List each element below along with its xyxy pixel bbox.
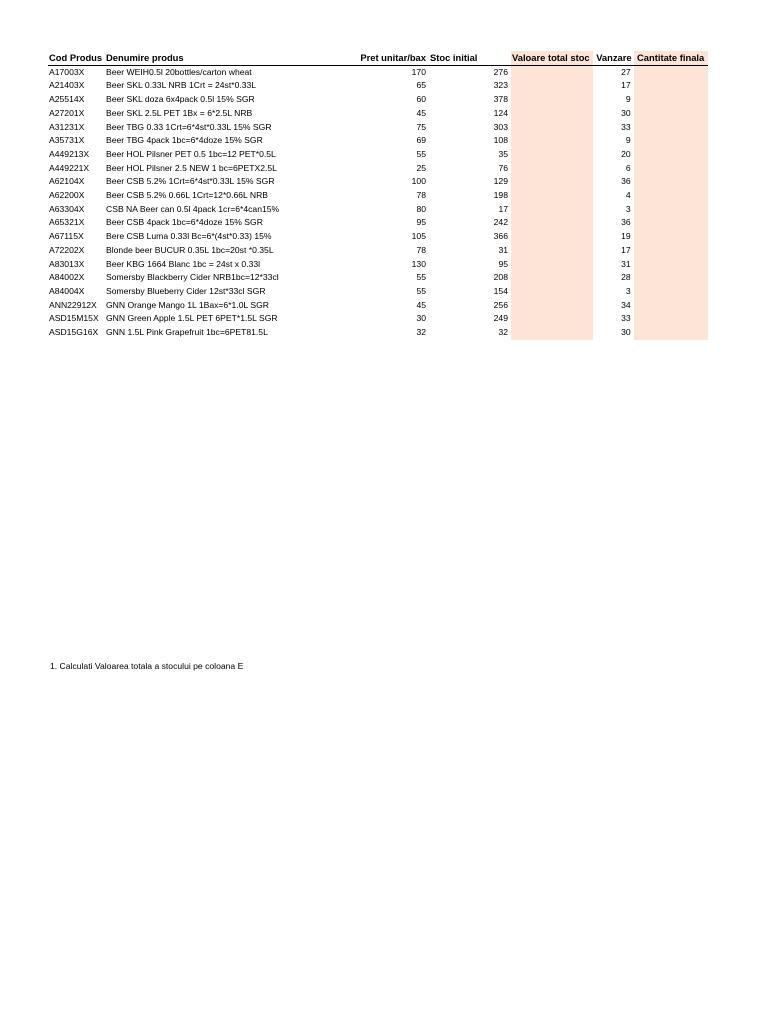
cell-name[interactable]: GNN Green Apple 1.5L PET 6PET*1.5L SGR bbox=[106, 313, 278, 324]
table-row bbox=[48, 285, 708, 299]
table-row bbox=[48, 312, 708, 326]
cell-value[interactable] bbox=[511, 285, 593, 299]
cell-final[interactable] bbox=[634, 79, 708, 93]
cell-price[interactable]: 25 bbox=[416, 162, 426, 173]
cell-stock[interactable]: 108 bbox=[493, 135, 508, 146]
cell-sales[interactable]: 4 bbox=[625, 190, 631, 201]
cell-value[interactable] bbox=[511, 175, 593, 189]
cell-name[interactable]: Beer KBG 1664 Blanc 1bc = 24st x 0.33l bbox=[106, 258, 261, 269]
header-code[interactable]: Cod Produs bbox=[48, 51, 105, 65]
cell-sales[interactable]: 3 bbox=[625, 203, 631, 214]
cell-price[interactable]: 78 bbox=[416, 244, 426, 255]
table-row bbox=[48, 258, 708, 272]
cell-value[interactable] bbox=[511, 271, 593, 285]
header-stock[interactable]: Stoc initial bbox=[429, 51, 511, 65]
cell-price[interactable]: 69 bbox=[416, 135, 426, 146]
cell-sales[interactable]: 36 bbox=[621, 176, 631, 187]
cell-sales[interactable]: 3 bbox=[625, 285, 631, 296]
cell-final[interactable] bbox=[634, 175, 708, 189]
cell-price[interactable]: 55 bbox=[416, 148, 426, 159]
cell-final[interactable] bbox=[634, 134, 708, 148]
cell-name[interactable]: Beer HOL Pilsner 2.5 NEW 1 bc=6PETX2.5L bbox=[106, 162, 277, 173]
cell-code[interactable]: A62104X bbox=[49, 176, 85, 187]
cell-final[interactable] bbox=[634, 216, 708, 230]
cell-stock[interactable]: 366 bbox=[493, 231, 508, 242]
cell-price[interactable]: 32 bbox=[416, 327, 426, 338]
header-value[interactable]: Valoare total stoc bbox=[511, 51, 593, 65]
header-row bbox=[48, 51, 708, 65]
cell-stock[interactable]: 198 bbox=[493, 190, 508, 201]
cell-final[interactable] bbox=[634, 299, 708, 313]
table-row bbox=[48, 107, 708, 121]
cell-final[interactable] bbox=[634, 285, 708, 299]
cell-sales[interactable]: 33 bbox=[621, 313, 631, 324]
cell-final[interactable] bbox=[634, 312, 708, 326]
cell-name[interactable]: Beer TBG 4pack 1bc=6*4doze 15% SGR bbox=[106, 135, 263, 146]
cell-final[interactable] bbox=[634, 258, 708, 272]
cell-sales[interactable]: 27 bbox=[621, 66, 631, 77]
cell-stock[interactable]: 32 bbox=[498, 327, 508, 338]
cell-stock[interactable]: 95 bbox=[498, 258, 508, 269]
cell-value[interactable] bbox=[511, 134, 593, 148]
cell-code[interactable]: ASD15M15X bbox=[49, 313, 99, 324]
cell-name[interactable]: Blonde beer BUCUR 0.35L 1bc=20st *0.35L bbox=[106, 244, 274, 255]
cell-value[interactable] bbox=[511, 79, 593, 93]
cell-price[interactable]: 105 bbox=[411, 231, 426, 242]
cell-stock[interactable]: 242 bbox=[493, 217, 508, 228]
cell-price[interactable]: 55 bbox=[416, 285, 426, 296]
cell-name[interactable]: Beer SKL 2.5L PET 1Bx = 6*2.5L NRB bbox=[106, 107, 253, 118]
cell-name[interactable]: Beer TBG 0.33 1Crt=6*4st*0.33L 15% SGR bbox=[106, 121, 272, 132]
cell-value[interactable] bbox=[511, 326, 593, 340]
cell-price[interactable]: 45 bbox=[416, 107, 426, 118]
cell-name[interactable]: Beer WEIH0.5l 20bottles/carton wheat bbox=[106, 66, 252, 77]
cell-sales[interactable]: 30 bbox=[621, 327, 631, 338]
cell-sales[interactable]: 19 bbox=[621, 231, 631, 242]
header-final[interactable]: Cantitate finala bbox=[634, 51, 708, 65]
cell-price[interactable]: 170 bbox=[411, 66, 426, 77]
table-row bbox=[48, 299, 708, 313]
table-body bbox=[48, 65, 708, 340]
header-price[interactable]: Pret unitar/bax bbox=[305, 51, 429, 65]
cell-final[interactable] bbox=[634, 244, 708, 258]
cell-name[interactable]: GNN 1.5L Pink Grapefruit 1bc=6PET81.5L bbox=[106, 327, 268, 338]
cell-final[interactable] bbox=[634, 271, 708, 285]
table-row bbox=[48, 93, 708, 107]
cell-code[interactable]: A25514X bbox=[49, 94, 85, 105]
cell-value[interactable] bbox=[511, 189, 593, 203]
cell-name[interactable]: Beer CSB 5.2% 0.66L 1Crt=12*0.66L NRB bbox=[106, 190, 269, 201]
cell-code[interactable]: A65321X bbox=[49, 217, 85, 228]
cell-value[interactable] bbox=[511, 312, 593, 326]
cell-code[interactable]: A67115X bbox=[49, 231, 84, 242]
cell-name[interactable]: Bere CSB Luma 0.33l Bc=6*(4st*0.33) 15% bbox=[106, 231, 272, 242]
table-row bbox=[48, 65, 708, 79]
cell-name[interactable]: GNN Orange Mango 1L 1Bax=6*1.0L SGR bbox=[106, 299, 269, 310]
cell-value[interactable] bbox=[511, 230, 593, 244]
cell-value[interactable] bbox=[511, 244, 593, 258]
cell-stock[interactable]: 249 bbox=[493, 313, 508, 324]
cell-code[interactable]: A449221X bbox=[49, 162, 90, 173]
spreadsheet bbox=[48, 51, 708, 340]
table-row bbox=[48, 244, 708, 258]
cell-price[interactable]: 45 bbox=[416, 299, 426, 310]
cell-value[interactable] bbox=[511, 216, 593, 230]
cell-value[interactable] bbox=[511, 121, 593, 135]
table-row bbox=[48, 216, 708, 230]
table-row bbox=[48, 326, 708, 340]
cell-name[interactable]: Beer CSB 5.2% 1Crt=6*4st*0.33L 15% SGR bbox=[106, 176, 275, 187]
cell-price[interactable]: 75 bbox=[416, 121, 426, 132]
cell-value[interactable] bbox=[511, 299, 593, 313]
cell-sales[interactable]: 36 bbox=[621, 217, 631, 228]
cell-stock[interactable]: 276 bbox=[493, 66, 508, 77]
cell-stock[interactable]: 35 bbox=[498, 148, 508, 159]
cell-value[interactable] bbox=[511, 107, 593, 121]
cell-sales[interactable]: 31 bbox=[621, 258, 631, 269]
cell-code[interactable]: A449213X bbox=[49, 148, 90, 159]
table-row bbox=[48, 162, 708, 176]
table-row bbox=[48, 203, 708, 217]
cell-price[interactable]: 95 bbox=[416, 217, 426, 228]
stock-table bbox=[48, 51, 708, 340]
cell-final[interactable] bbox=[634, 230, 708, 244]
cell-sales[interactable]: 28 bbox=[621, 272, 631, 283]
cell-name[interactable]: Beer CSB 4pack 1bc=6*4doze 15% SGR bbox=[106, 217, 263, 228]
cell-stock[interactable]: 378 bbox=[493, 94, 508, 105]
table-row bbox=[48, 148, 708, 162]
cell-stock[interactable]: 31 bbox=[498, 244, 508, 255]
cell-value[interactable] bbox=[511, 65, 593, 79]
cell-sales[interactable]: 6 bbox=[625, 162, 631, 173]
cell-name[interactable]: Beer SKL 0.33L NRB 1Crt = 24st*0.33L bbox=[106, 80, 257, 91]
cell-code[interactable]: A83013X bbox=[49, 258, 85, 269]
table-row bbox=[48, 134, 708, 148]
cell-final[interactable] bbox=[634, 65, 708, 79]
cell-name[interactable]: Beer HOL Pilsner PET 0.5 1bc=12 PET*0.5L bbox=[106, 148, 276, 159]
cell-final[interactable] bbox=[634, 148, 708, 162]
cell-sales[interactable]: 17 bbox=[621, 80, 631, 91]
header-name[interactable]: Denumire produs bbox=[105, 51, 305, 65]
cell-sales[interactable]: 17 bbox=[621, 244, 631, 255]
cell-stock[interactable]: 323 bbox=[493, 80, 508, 91]
cell-sales[interactable]: 33 bbox=[621, 121, 631, 132]
cell-sales[interactable]: 34 bbox=[621, 299, 631, 310]
table-row bbox=[48, 189, 708, 203]
cell-stock[interactable]: 124 bbox=[493, 107, 508, 118]
cell-sales[interactable]: 9 bbox=[625, 94, 631, 105]
cell-final[interactable] bbox=[634, 107, 708, 121]
cell-stock[interactable]: 208 bbox=[493, 272, 508, 283]
cell-code[interactable]: A63304X bbox=[49, 203, 85, 214]
cell-price[interactable]: 80 bbox=[416, 203, 426, 214]
cell-code[interactable]: ASD15G16X bbox=[49, 327, 99, 338]
cell-sales[interactable]: 30 bbox=[621, 107, 631, 118]
cell-value[interactable] bbox=[511, 148, 593, 162]
cell-code[interactable]: A72202X bbox=[49, 244, 85, 255]
table-row bbox=[48, 175, 708, 189]
cell-final[interactable] bbox=[634, 189, 708, 203]
header-sales[interactable]: Vanzare bbox=[593, 51, 634, 65]
cell-price[interactable]: 60 bbox=[416, 94, 426, 105]
cell-stock[interactable]: 154 bbox=[493, 285, 508, 296]
cell-code[interactable]: A27201X bbox=[49, 107, 85, 118]
cell-value[interactable] bbox=[511, 203, 593, 217]
table-row bbox=[48, 121, 708, 135]
cell-value[interactable] bbox=[511, 258, 593, 272]
cell-price[interactable]: 100 bbox=[411, 176, 426, 187]
cell-code[interactable]: A21403X bbox=[49, 80, 85, 91]
table-row bbox=[48, 230, 708, 244]
cell-value[interactable] bbox=[511, 93, 593, 107]
cell-sales[interactable]: 20 bbox=[621, 148, 631, 159]
cell-code[interactable]: A35731X bbox=[49, 135, 85, 146]
cell-value[interactable] bbox=[511, 162, 593, 176]
cell-final[interactable] bbox=[634, 203, 708, 217]
table-row bbox=[48, 79, 708, 93]
cell-code[interactable]: A84002X bbox=[49, 272, 85, 283]
cell-name[interactable]: Somersby Blackberry Cider NRB1bc=12*33cl bbox=[106, 272, 279, 283]
cell-price[interactable]: 30 bbox=[416, 313, 426, 324]
cell-name[interactable]: CSB NA Beer can 0.5l 4pack 1cr=6*4can15% bbox=[106, 203, 280, 214]
cell-name[interactable]: Somersby Blueberry Cider 12st*33cl SGR bbox=[106, 285, 266, 296]
cell-final[interactable] bbox=[634, 93, 708, 107]
cell-stock[interactable]: 76 bbox=[498, 162, 508, 173]
cell-stock[interactable]: 17 bbox=[498, 203, 508, 214]
cell-stock[interactable]: 256 bbox=[493, 299, 508, 310]
cell-name[interactable]: Beer SKL doza 6x4pack 0.5l 15% SGR bbox=[106, 94, 255, 105]
cell-code[interactable]: A62200X bbox=[49, 190, 85, 201]
cell-code[interactable]: A31231X bbox=[49, 121, 85, 132]
cell-price[interactable]: 55 bbox=[416, 272, 426, 283]
cell-code[interactable]: A17003X bbox=[49, 66, 85, 77]
task-note: 1. Calculati Valoarea totala a stocului pe coloana E bbox=[50, 661, 244, 671]
cell-stock[interactable]: 303 bbox=[493, 121, 508, 132]
cell-price[interactable]: 78 bbox=[416, 190, 426, 201]
cell-price[interactable]: 65 bbox=[416, 80, 426, 91]
table-row bbox=[48, 271, 708, 285]
cell-code[interactable]: ANN22912X bbox=[49, 299, 97, 310]
cell-price[interactable]: 130 bbox=[411, 258, 426, 269]
cell-sales[interactable]: 9 bbox=[625, 135, 631, 146]
cell-final[interactable] bbox=[634, 326, 708, 340]
cell-final[interactable] bbox=[634, 121, 708, 135]
cell-code[interactable]: A84004X bbox=[49, 285, 85, 296]
cell-stock[interactable]: 129 bbox=[493, 176, 508, 187]
cell-final[interactable] bbox=[634, 162, 708, 176]
